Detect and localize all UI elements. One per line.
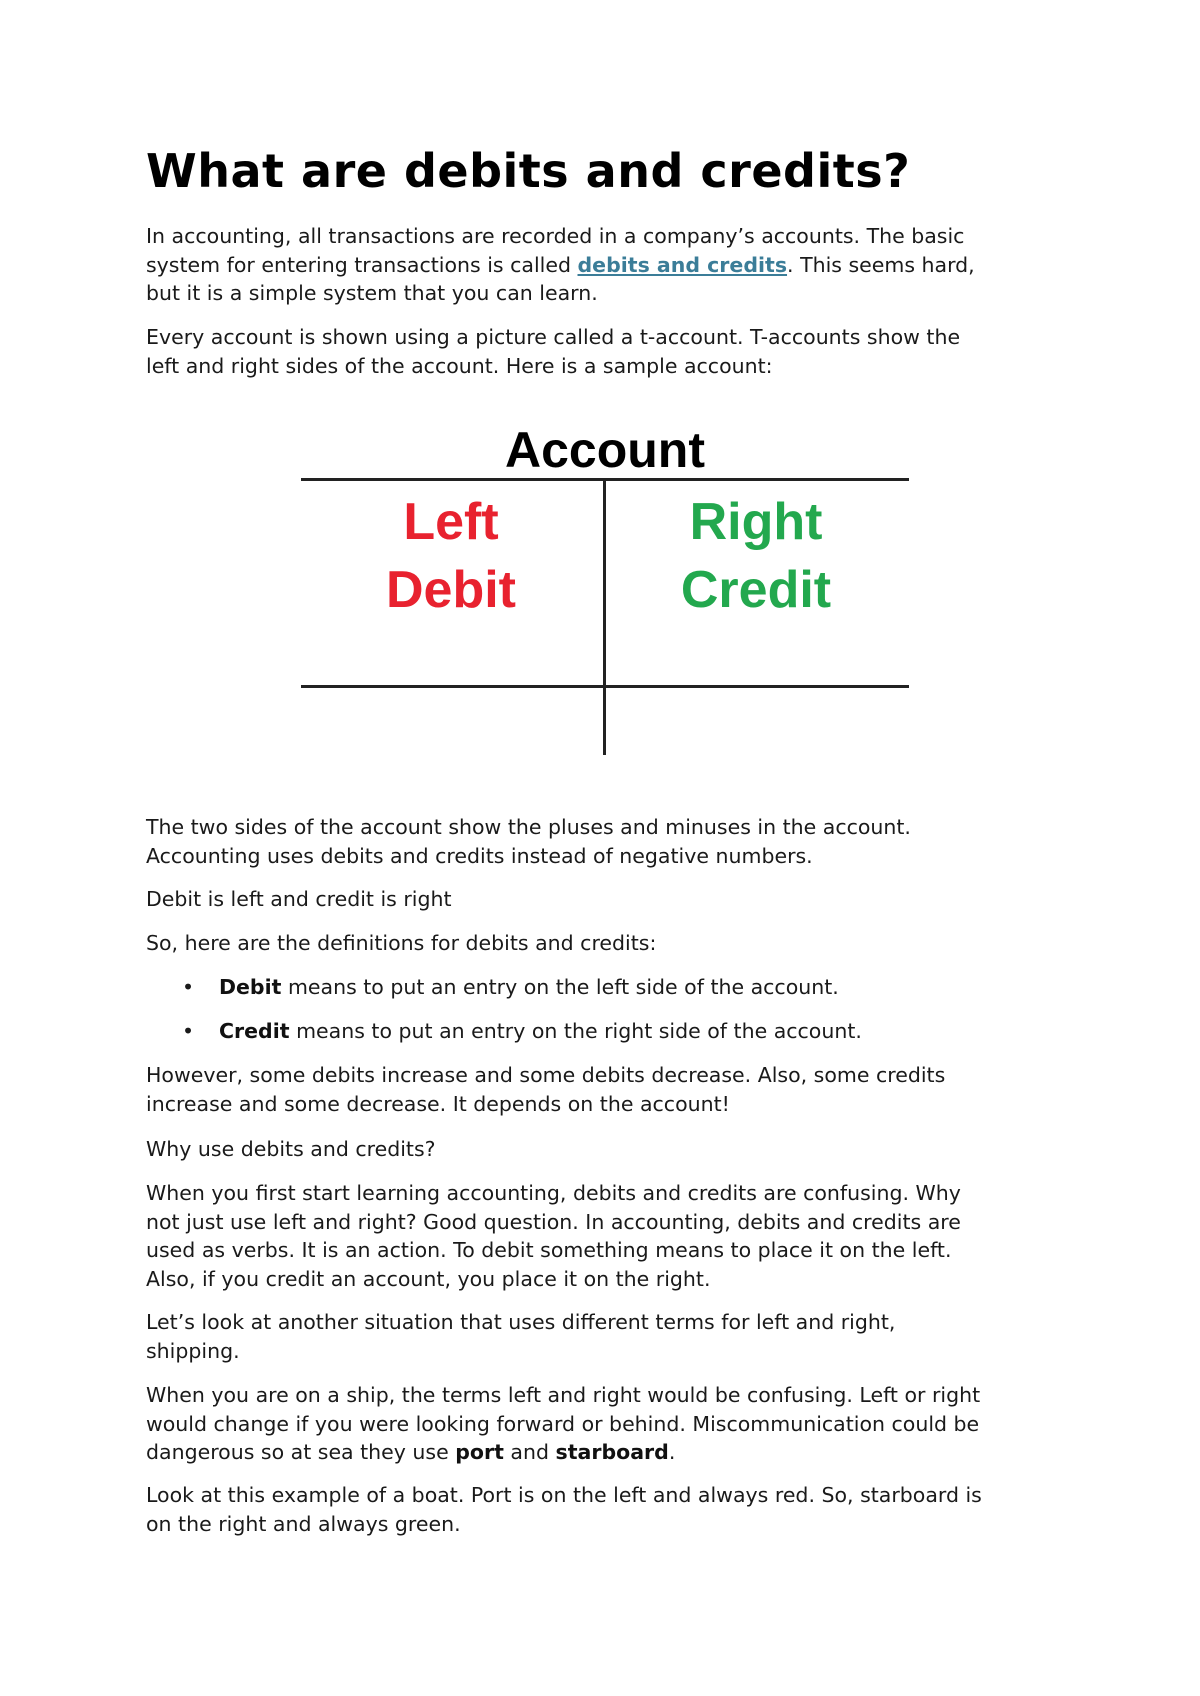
boat-example-paragraph — [146, 1481, 1066, 1538]
list-item — [146, 973, 862, 1002]
text-line: would change if you were looking forward or behind. Miscommunication could be — [146, 1411, 980, 1436]
text-line: Also, if you credit an account, you place it on the right. — [146, 1266, 711, 1291]
intro-paragraph — [146, 222, 1066, 308]
text-line: but it is a simple system that you can learn. — [146, 281, 598, 305]
t-account-bottom-line — [301, 685, 909, 688]
text-fragment: and — [503, 1440, 556, 1464]
definitions-intro-paragraph — [146, 929, 1066, 958]
text-line: Accounting uses debits and credits instead of negative numbers. — [146, 843, 813, 868]
text-line: shipping. — [146, 1338, 240, 1363]
bullet: • — [182, 1018, 195, 1043]
verbs-paragraph — [146, 1179, 1066, 1293]
page-title: What are debits and credits? — [146, 144, 911, 198]
text-fragment: . — [668, 1440, 676, 1464]
text-line — [146, 1438, 1066, 1467]
port-term: port — [455, 1440, 504, 1464]
debits-and-credits-link[interactable]: debits and credits — [577, 252, 788, 277]
text-line: Every account is shown using a picture called a t-account. T-accounts show the — [146, 325, 961, 349]
t-account-left-side — [301, 488, 601, 624]
text-line: used as verbs. It is an action. To debit something means to place it on the left. — [146, 1238, 952, 1262]
starboard-term: starboard — [555, 1440, 669, 1464]
ship-paragraph — [146, 1381, 1066, 1467]
definition-text: means to put an entry on the right side of the account. — [289, 1018, 862, 1043]
list-item — [146, 1017, 862, 1046]
debit-left-paragraph — [146, 885, 1066, 914]
debit-label: Debit — [386, 561, 516, 619]
increase-decrease-paragraph — [146, 1061, 1066, 1118]
definitions-list — [146, 973, 862, 1060]
text-line: When you first start learning accounting, debits and credits are confusing. Why — [146, 1181, 961, 1205]
bullet: • — [182, 975, 195, 999]
t-account-figure — [301, 420, 909, 756]
definition-term: Credit — [219, 1018, 290, 1043]
credit-label: Credit — [680, 561, 832, 619]
text-line — [146, 251, 1066, 280]
left-label: Left — [403, 493, 499, 551]
t-account-title: Account — [505, 422, 705, 478]
sides-paragraph — [146, 813, 1066, 870]
text-line: increase and some decrease. It depends on the account! — [146, 1091, 730, 1116]
text-line: left and right sides of the account. Here is a sample account: — [146, 353, 773, 378]
text-line: Why use debits and credits? — [146, 1137, 436, 1161]
definition-text: means to put an entry on the left side of the account. — [281, 975, 839, 999]
text-fragment: system for entering transactions is called — [146, 252, 578, 277]
text-line: on the right and always green. — [146, 1511, 461, 1536]
text-line: So, here are the definitions for debits and credits: — [146, 931, 657, 955]
text-line: However, some debits increase and some debits decrease. Also, some credits — [146, 1063, 946, 1087]
text-line: In accounting, all transactions are recorded in a company’s accounts. The basic — [146, 224, 965, 248]
shipping-paragraph — [146, 1308, 1066, 1365]
t-account-intro-paragraph — [146, 323, 1066, 380]
text-line: The two sides of the account show the pluses and minuses in the account. — [146, 815, 911, 839]
t-account-right-side — [606, 488, 906, 624]
text-line: not just use left and right? Good question. In accounting, debits and credits are — [146, 1209, 961, 1234]
text-line: When you are on a ship, the terms left and right would be confusing. Left or right — [146, 1383, 981, 1407]
text-line: Debit is left and credit is right — [146, 887, 452, 911]
right-label: Right — [689, 493, 823, 551]
text-fragment: dangerous so at sea they use — [146, 1440, 456, 1464]
text-line: Let’s look at another situation that uses different terms for left and right, — [146, 1310, 896, 1334]
text-line: Look at this example of a boat. Port is on the left and always red. So, starboard is — [146, 1483, 982, 1507]
definition-term: Debit — [219, 975, 282, 999]
text-fragment: . This seems hard, — [787, 252, 975, 277]
why-paragraph — [146, 1135, 1066, 1164]
